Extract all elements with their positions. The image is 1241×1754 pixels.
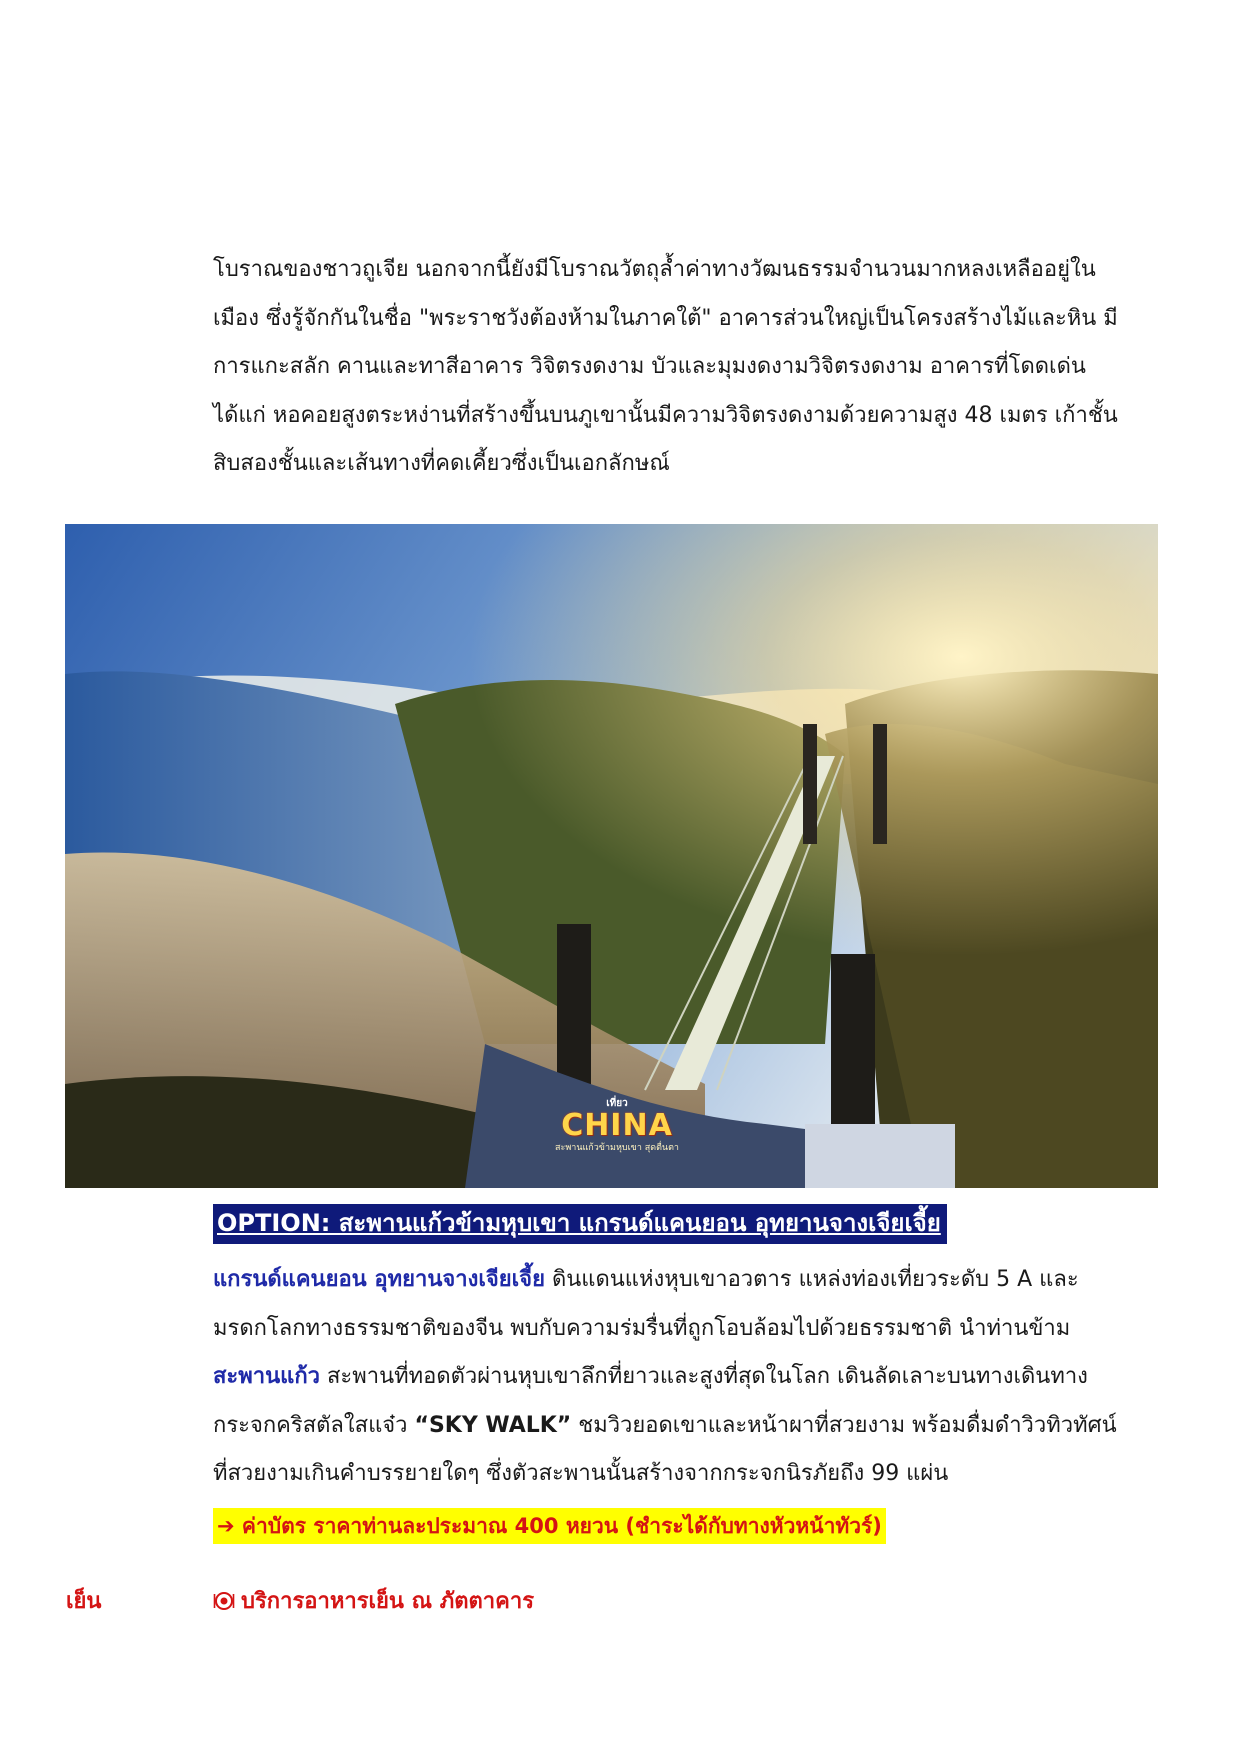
intro-line: ได้แก่ หอคอยสูงตระหง่านที่สร้างขึ้นบนภูเขานั้นมีความวิจิตรงดงามด้วยความสูง 48 เมตร เก้าชั้น xyxy=(213,402,1118,428)
logo-top-text: เที่ยว xyxy=(606,1098,628,1109)
meal-label: เย็น xyxy=(66,1589,102,1614)
option-line xyxy=(213,1402,1173,1451)
intro-line: การแกะสลัก คานและทาสีอาคาร วิจิตรงดงาม บัวและมุมงดงามวิจิตรงดงาม อาคารที่โดดเด่น xyxy=(213,354,1086,379)
intro-line: โบราณของชาวถูเจีย นอกจากนี้ยังมีโบราณวัตถุล้ำค่าทางวัฒนธรรมจำนวนมากหลงเหลืออยู่ใน xyxy=(213,257,1096,282)
intro-paragraph xyxy=(213,246,1173,489)
option-line: มรดกโลกทางธรรมชาติของจีน พบกับความร่มรื่นที่ถูกโอบล้อมไปด้วยธรรมชาติ นำท่านข้าม xyxy=(213,1315,1071,1341)
glass-bridge-photo xyxy=(65,524,1158,1188)
highlight-grand-canyon: แกรนด์แคนยอน อุทยานจางเจียเจี้ย xyxy=(213,1267,545,1292)
option-line: ที่สวยงามเกินคำบรรยายใดๆ ซึ่งตัวสะพานนั้นสร้างจากกระจกนิรภัยถึง 99 แผ่น xyxy=(213,1461,949,1486)
china-logo xyxy=(532,1098,702,1160)
intro-line: สิบสองชั้นและเส้นทางที่คดเคี้ยวซึ่งเป็นเอกลักษณ์ xyxy=(213,451,670,476)
option-title: OPTION: สะพานแก้วข้ามหุบเขา แกรนด์แคนยอน อุทยานจางเจียเจี้ย xyxy=(213,1204,947,1244)
option-line xyxy=(213,1353,1173,1402)
option-text: ชมวิวยอดเขาและหน้าผาที่สวยงาม พร้อมดื่มดำวิวทิวทัศน์ xyxy=(571,1412,1117,1438)
meal-text: บริการอาหารเย็น ณ ภัตตาคาร xyxy=(241,1589,535,1614)
option-text: กระจกคริสตัลใสแจ๋ว xyxy=(213,1412,415,1438)
option-description xyxy=(213,1256,1173,1499)
highlight-glass-bridge: สะพานแก้ว xyxy=(213,1364,320,1389)
logo-sub-text: สะพานแก้วข้ามหุบเขา สุดตื่นตา xyxy=(555,1143,679,1153)
option-text: สะพานที่ทอดตัวผ่านหุบเขาลึกที่ยาวและสูงที่สุดในโลก เดินลัดเลาะบนทางเดินทาง xyxy=(320,1364,1088,1389)
intro-line: เมือง ซึ่งรู้จักกันในชื่อ "พระราชวังต้องห้ามในภาคใต้" อาคารส่วนใหญ่เป็นโครงสร้างไม้และหิน มี xyxy=(213,305,1118,331)
option-line xyxy=(213,1256,1173,1305)
meal-row xyxy=(213,1583,534,1618)
plate-icon xyxy=(213,1589,235,1611)
logo-main-text: CHINA xyxy=(561,1108,673,1143)
option-text: ดินแดนแห่งหุบเขาอวตาร แหล่งท่องเที่ยวระดับ 5 A และ xyxy=(544,1267,1079,1292)
sky-walk-label: “SKY WALK” xyxy=(414,1412,572,1438)
price-note: ➔ ค่าบัตร ราคาท่านละประมาณ 400 หยวน (ชำระได้กับทางหัวหน้าทัวร์) xyxy=(213,1508,886,1544)
glass-bridge-illustration xyxy=(65,524,1158,1188)
